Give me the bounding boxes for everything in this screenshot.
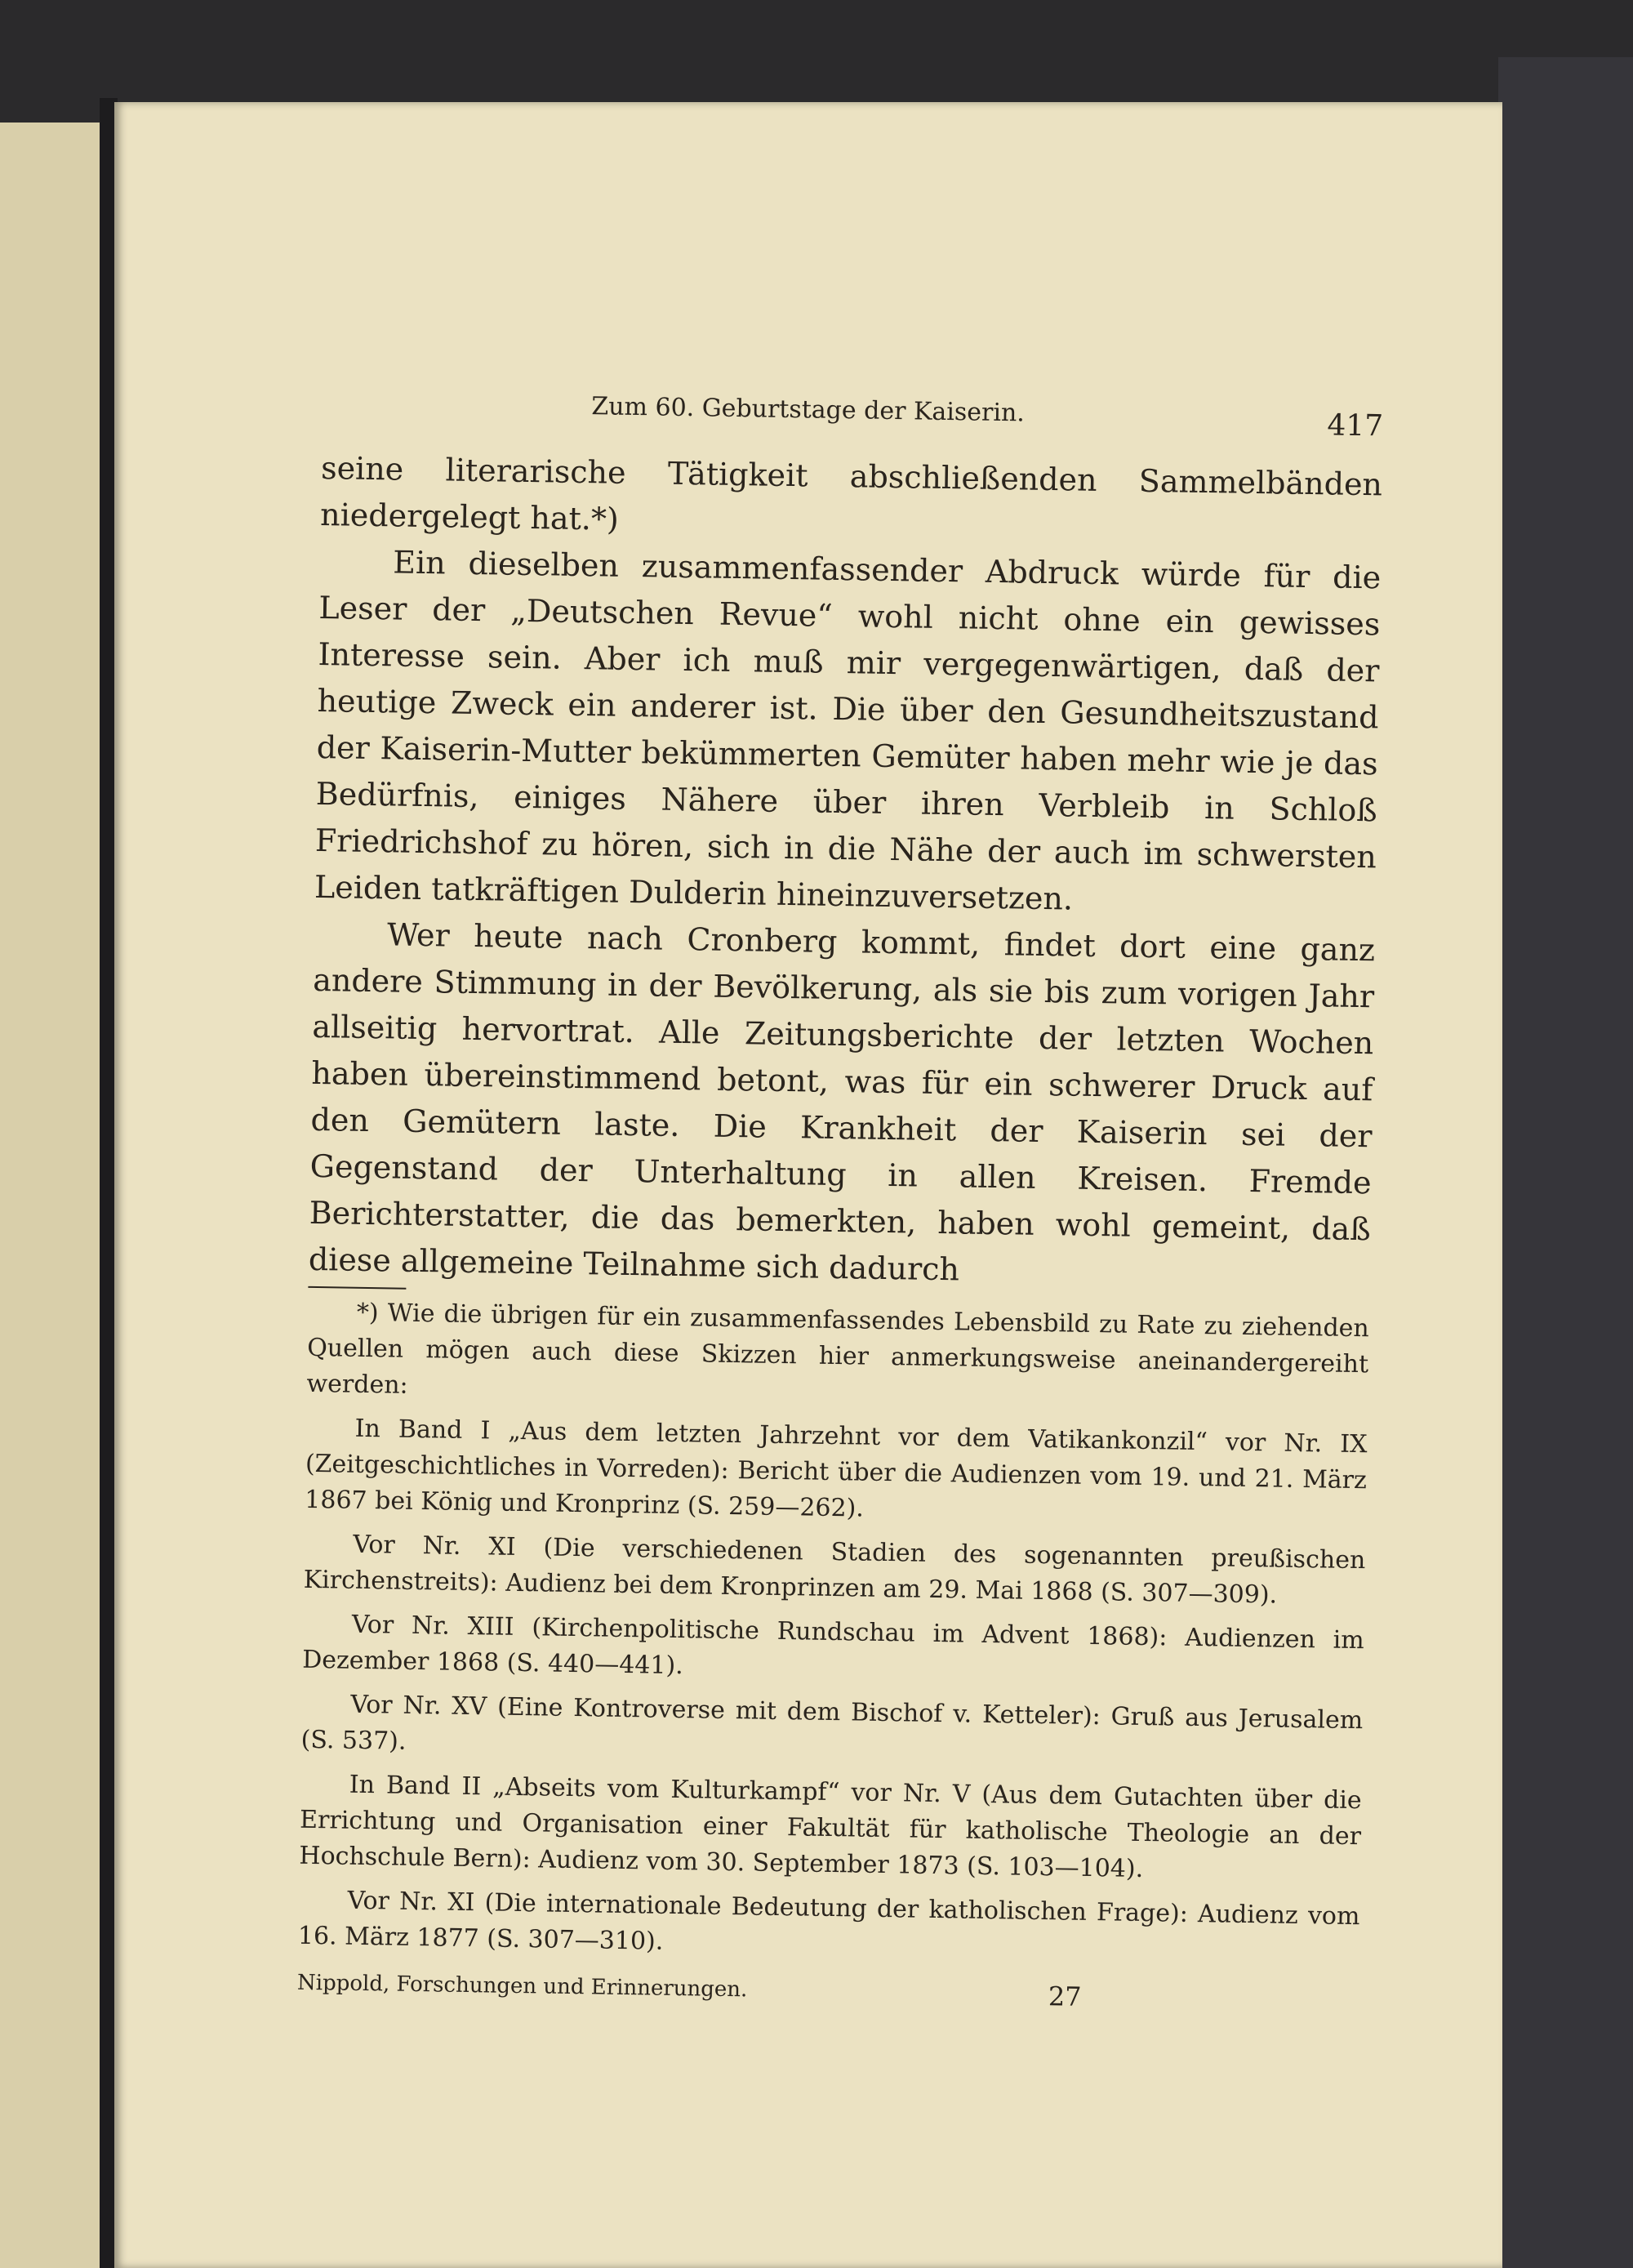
book-page [114, 102, 1502, 2268]
body-text [308, 445, 1382, 1299]
facing-page-edge [0, 123, 110, 2268]
running-title: Zum 60. Geburtstage der Kaiserin. [591, 392, 1026, 428]
footnote-4: Vor Nr. XIII (Kirchenpolitische Rundschau im Advent 1868): Audienzen im Dezember 1868 (S. 440—441). [301, 1610, 1365, 1681]
footnotes [298, 1294, 1370, 1971]
body-paragraph-2: Ein dieselben zusammenfassender Abdruck würde für die Leser der „Deutschen Revue“ wohl nicht ohne ein gewisses Interesse sein. Aber ich muß mir vergegenwärtigen, daß der heutige Zweck ein anderer ist. Die über den Gesundheitszustand der Kaiserin-Mutter bekümmerten Gemüter haben mehr wie je das Bedürfnis, einiges Nähere über ihren Verbleib in Schloß Friedrichshof zu hören, sich in die Nähe der auch im schwersten Leiden tatkräftigen Dulderin hineinzuversetzen. [314, 544, 1382, 917]
footnote-6: In Band II „Abseits vom Kulturkampf“ vor Nr. V (Aus dem Gutachten über die Errichtung und Organisation einer Fakultät für katholische Theologie an der Hochschule Bern): Audienz vom 30. September 1873 (S. 103—104). [299, 1770, 1362, 1884]
signature-line [296, 1963, 1359, 2028]
book-cover-edge [1498, 57, 1633, 2268]
running-head [322, 372, 1384, 445]
footnote-5: Vor Nr. XV (Eine Kontroverse mit dem Bischof v. Ketteler): Gruß aus Jerusalem (S. 537). [300, 1690, 1364, 1756]
footnote-7: Vor Nr. XI (Die internationale Bedeutung der katholischen Frage): Audienz vom 16. März 1877 (S. 307—310). [297, 1886, 1360, 1956]
footnote-1: *) Wie die übrigen für ein zusammenfassendes Lebensbild zu Rate zu ziehenden Quellen mögen auch diese Skizzen hier anmerkungsweise aneinandergereiht werden: [306, 1298, 1370, 1400]
page-number: 417 [1327, 408, 1384, 443]
signature-text: Nippold, Forschungen und Erinnerungen. [296, 1970, 748, 2003]
footnote-3: Vor Nr. XI (Die verschiedenen Stadien des sogenannten preußischen Kirchenstreits): Audienz bei dem Kronprinzen am 29. Mai 1868 (S. 307—309). [303, 1530, 1366, 1610]
body-paragraph-3: Wer heute nach Cronberg kommt, findet dort eine ganz andere Stimmung in der Bevölkerung, als sie bis zum vorigen Jahr allseitig hervortrat. Alle Zeitungsberichte der letzten Wochen haben übereinstimmend betont, was für ein schwerer Druck auf den Gemütern laste. Die Krankheit der Kaiserin sei der Gegenstand der Unterhaltung in allen Kreisen. Fremde Berichterstatter, die das bemerkten, haben wohl gemeint, daß diese allgemeine Teilnahme sich dadurch [308, 916, 1376, 1288]
footnote-rule [308, 1286, 406, 1290]
signature-number: 27 [1048, 1981, 1082, 2012]
body-paragraph-1: seine literarische Tätigkeit abschließenden Sammelbänden niedergelegt hat.*) [319, 449, 1383, 537]
footnote-2: In Band I „Aus dem letzten Jahrzehnt vor dem Vatikankonzil“ vor Nr. IX (Zeitgeschichtliches in Vorreden): Bericht über die Audienzen vom 19. und 21. März 1867 bei König und Kronprinz (S. 259—262). [305, 1414, 1368, 1523]
page-text-block [296, 372, 1383, 2028]
